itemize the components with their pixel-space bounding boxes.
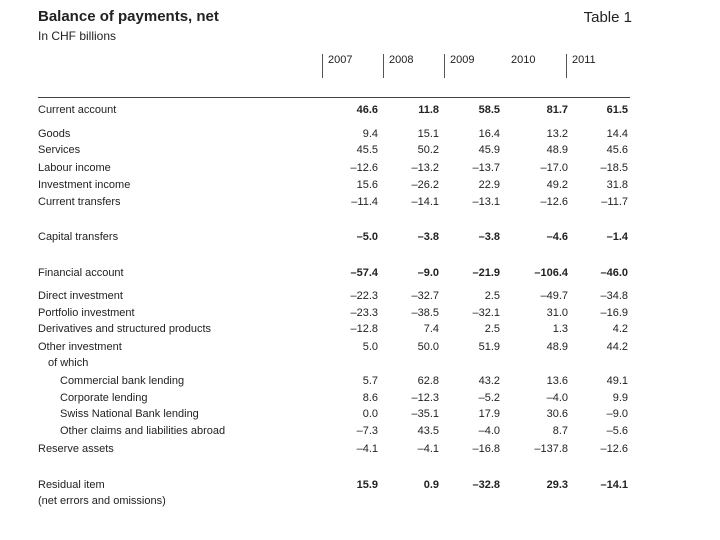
cell-value-2007: –12.8 (350, 323, 378, 335)
cell-value-2007: –7.3 (356, 425, 378, 437)
table-row (38, 339, 630, 355)
cell-value-2008: 50.2 (417, 144, 439, 156)
table-row (38, 265, 630, 281)
table-row (38, 305, 630, 321)
header-rule (38, 97, 630, 98)
row-label: Current account (38, 104, 117, 116)
cell-value-2008: –4.1 (417, 443, 439, 455)
cell-value-2007: –12.6 (350, 162, 378, 174)
table-row (38, 493, 630, 509)
cell-value-2011: 61.5 (606, 104, 628, 116)
cell-value-2011: –9.0 (606, 408, 628, 420)
cell-value-2007: 0.0 (362, 408, 378, 420)
cell-value-2008: 50.0 (417, 341, 439, 353)
cell-value-2009: 16.4 (478, 128, 500, 140)
cell-value-2010: 48.9 (546, 144, 568, 156)
table-row (38, 160, 630, 176)
cell-value-2009: –32.8 (472, 479, 500, 491)
cell-value-2011: 14.4 (606, 128, 628, 140)
cell-value-2011: 31.8 (606, 179, 628, 191)
cell-value-2011: –14.1 (600, 479, 628, 491)
cell-value-2011: 49.1 (606, 375, 628, 387)
table-row (38, 229, 630, 245)
row-label: Investment income (38, 179, 131, 191)
row-label: Reserve assets (38, 443, 114, 455)
table-row (38, 102, 630, 118)
cell-value-2007: 45.5 (356, 144, 378, 156)
table-number-label: Table 1 (583, 9, 632, 26)
cell-value-2007: 15.9 (356, 479, 378, 491)
cell-value-2007: –11.4 (351, 196, 378, 208)
cell-value-2011: 44.2 (606, 341, 628, 353)
table-row (38, 477, 630, 493)
row-label: Financial account (38, 267, 124, 279)
row-label: Other investment (38, 341, 122, 353)
table-row (38, 177, 630, 193)
row-label: Current transfers (38, 196, 121, 208)
cell-value-2008: –9.0 (417, 267, 439, 279)
cell-value-2008: 43.5 (417, 425, 439, 437)
table-row (38, 288, 630, 304)
cell-value-2009: –21.9 (472, 267, 500, 279)
table-row (38, 321, 630, 337)
year-header-2008: 2008 (383, 54, 413, 78)
cell-value-2010: –12.6 (540, 196, 568, 208)
cell-value-2007: 5.7 (362, 375, 378, 387)
cell-value-2009: 45.9 (478, 144, 500, 156)
table-row (38, 142, 630, 158)
table-subtitle: In CHF billions (38, 29, 117, 43)
cell-value-2008: –38.5 (411, 307, 439, 319)
cell-value-2011: 4.2 (612, 323, 628, 335)
cell-value-2009: –3.8 (478, 231, 500, 243)
row-label: Portfolio investment (38, 307, 135, 319)
cell-value-2010: –49.7 (540, 290, 568, 302)
cell-value-2008: –26.2 (411, 179, 439, 191)
cell-value-2008: –32.7 (411, 290, 439, 302)
table-row (38, 373, 630, 389)
cell-value-2009: 22.9 (478, 179, 500, 191)
cell-value-2010: 31.0 (546, 307, 568, 319)
cell-value-2007: 5.0 (362, 341, 378, 353)
cell-value-2008: 7.4 (423, 323, 439, 335)
cell-value-2009: –5.2 (478, 392, 500, 404)
cell-value-2010: 30.6 (546, 408, 568, 420)
cell-value-2011: –5.6 (606, 425, 628, 437)
cell-value-2008: –14.1 (411, 196, 439, 208)
cell-value-2010: 49.2 (546, 179, 568, 191)
cell-value-2010: 81.7 (546, 104, 568, 116)
row-label: Capital transfers (38, 231, 119, 243)
year-header-2007: 2007 (322, 54, 352, 78)
cell-value-2009: 58.5 (478, 104, 500, 116)
cell-value-2008: 11.8 (418, 104, 439, 116)
cell-value-2008: –3.8 (417, 231, 439, 243)
cell-value-2011: –34.8 (600, 290, 628, 302)
row-label: of which (48, 357, 89, 369)
cell-value-2009: 2.5 (484, 290, 500, 302)
table-row (38, 126, 630, 142)
cell-value-2010: –137.8 (534, 443, 568, 455)
cell-value-2009: –4.0 (478, 425, 500, 437)
row-label: Corporate lending (60, 392, 148, 404)
cell-value-2009: 2.5 (484, 323, 500, 335)
row-label: Goods (38, 128, 71, 140)
row-label: Commercial bank lending (60, 375, 185, 387)
cell-value-2008: –35.1 (411, 408, 439, 420)
row-label: (net errors and omissions) (38, 495, 166, 507)
year-header-2011: 2011 (566, 54, 596, 78)
cell-value-2007: –23.3 (350, 307, 378, 319)
cell-value-2010: –17.0 (540, 162, 568, 174)
row-label: Other claims and liabilities abroad (60, 425, 226, 437)
table-row (38, 194, 630, 210)
cell-value-2007: –22.3 (350, 290, 378, 302)
cell-value-2010: 29.3 (546, 479, 568, 491)
cell-value-2011: –12.6 (600, 443, 628, 455)
cell-value-2011: 45.6 (606, 144, 628, 156)
table-row (38, 423, 630, 439)
table-title: Balance of payments, net (38, 8, 219, 25)
cell-value-2010: 8.7 (552, 425, 568, 437)
cell-value-2007: 15.6 (356, 179, 378, 191)
cell-value-2010: 13.6 (546, 375, 568, 387)
year-header-2009: 2009 (444, 54, 474, 78)
cell-value-2010: 1.3 (552, 323, 568, 335)
cell-value-2007: 9.4 (362, 128, 378, 140)
cell-value-2008: 15.1 (417, 128, 439, 140)
cell-value-2007: –5.0 (356, 231, 378, 243)
row-label: Derivatives and structured products (38, 323, 212, 335)
cell-value-2010: –106.4 (534, 267, 568, 279)
cell-value-2009: –16.8 (472, 443, 500, 455)
cell-value-2008: 62.8 (417, 375, 439, 387)
cell-value-2011: –11.7 (601, 196, 628, 208)
cell-value-2009: –13.7 (472, 162, 500, 174)
cell-value-2010: 48.9 (546, 341, 568, 353)
cell-value-2011: –18.5 (600, 162, 628, 174)
cell-value-2007: 8.6 (362, 392, 378, 404)
cell-value-2007: –57.4 (350, 267, 378, 279)
year-header-2010: 2010 (505, 54, 535, 78)
row-label: Direct investment (38, 290, 123, 302)
row-label: Swiss National Bank lending (60, 408, 199, 420)
cell-value-2009: 43.2 (478, 375, 500, 387)
cell-value-2008: –13.2 (411, 162, 439, 174)
cell-value-2009: –32.1 (472, 307, 500, 319)
row-label: Residual item (38, 479, 105, 491)
cell-value-2011: 9.9 (612, 392, 628, 404)
cell-value-2008: 0.9 (423, 479, 439, 491)
row-label: Labour income (38, 162, 111, 174)
cell-value-2007: –4.1 (356, 443, 378, 455)
table-row (38, 355, 630, 371)
table-row (38, 406, 630, 422)
cell-value-2007: 46.6 (356, 104, 378, 116)
cell-value-2011: –16.9 (600, 307, 628, 319)
cell-value-2011: –1.4 (606, 231, 628, 243)
cell-value-2010: 13.2 (546, 128, 568, 140)
cell-value-2009: 51.9 (478, 341, 500, 353)
cell-value-2010: –4.6 (546, 231, 568, 243)
cell-value-2009: 17.9 (478, 408, 500, 420)
table-row (38, 390, 630, 406)
table-row (38, 441, 630, 457)
row-label: Services (38, 144, 81, 156)
cell-value-2009: –13.1 (472, 196, 500, 208)
cell-value-2011: –46.0 (600, 267, 628, 279)
cell-value-2008: –12.3 (411, 392, 439, 404)
cell-value-2010: –4.0 (546, 392, 568, 404)
